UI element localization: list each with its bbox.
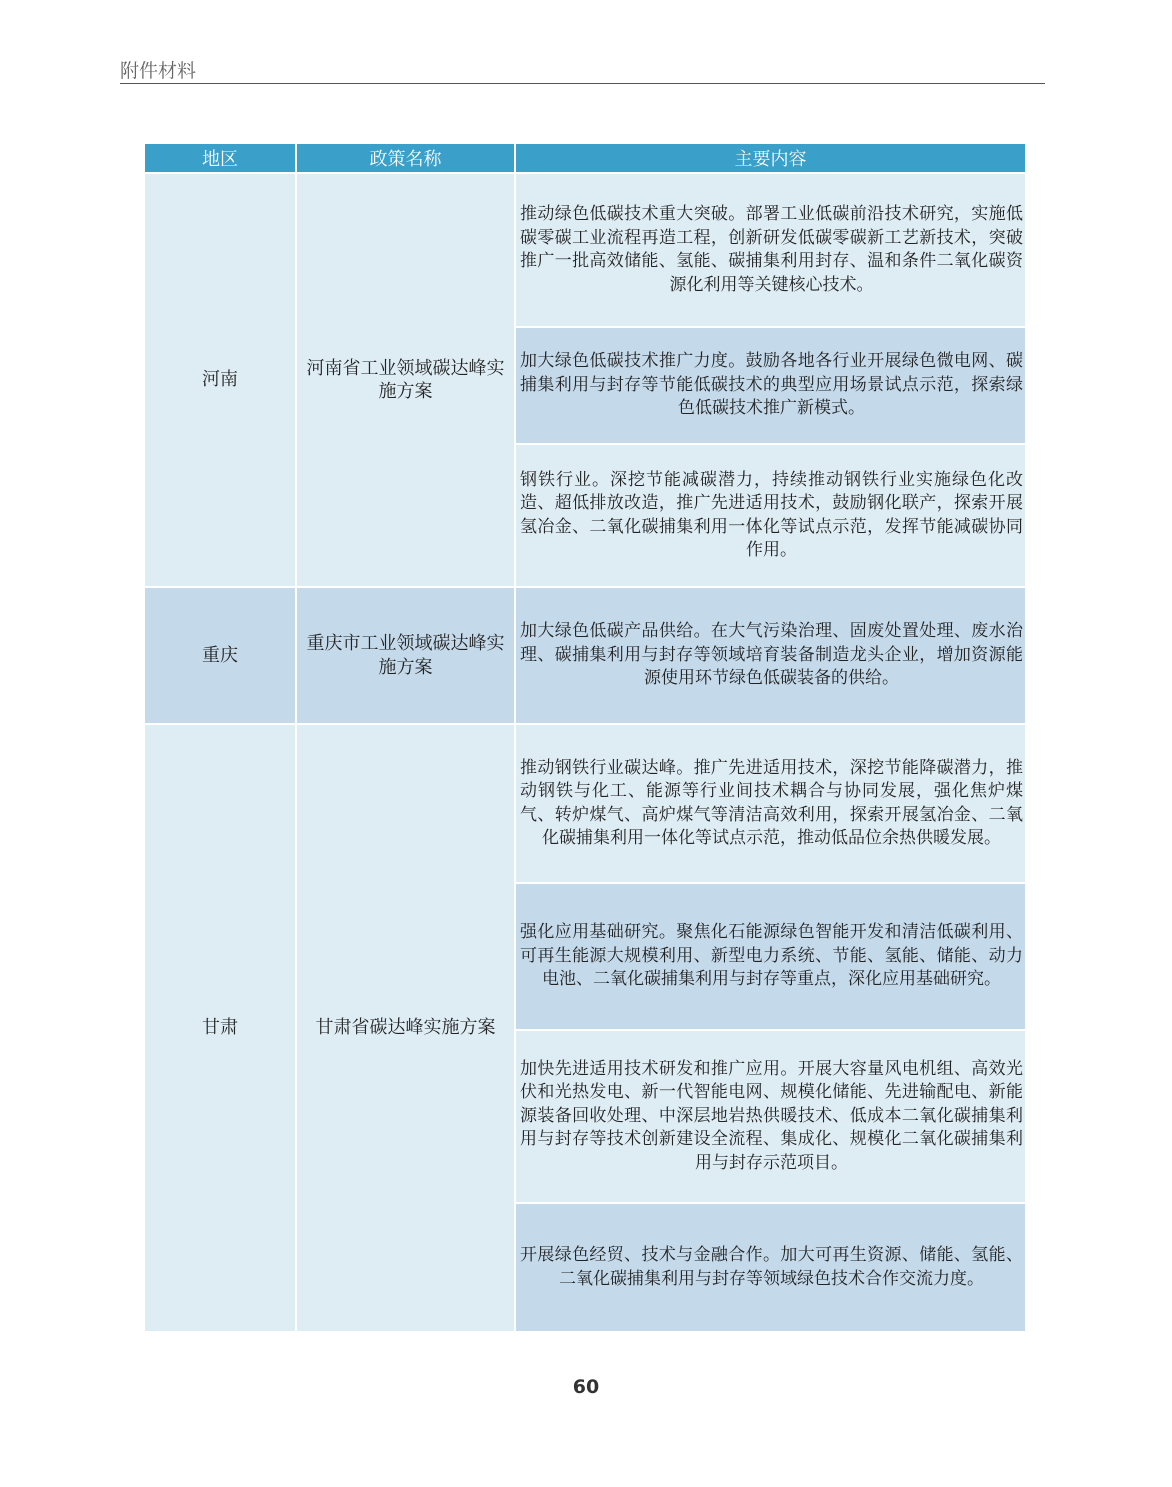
- content-cell: 推动钢铁行业碳达峰。推广先进适用技术，深挖节能降碳潜力，推动钢铁与化工、能源等行业间技术耦合与协同发展，强化焦炉煤气、转炉煤气、高炉煤气等清洁高效利用，探索开展氢冶金、二氧化碳捕集利用一体化等试点示范，推动低品位余热供暖发展。: [516, 723, 1025, 882]
- table-row: [145, 723, 1025, 882]
- content-cell: 强化应用基础研究。聚焦化石能源绿色智能开发和清洁低碳利用、可再生能源大规模利用、新型电力系统、节能、氢能、储能、动力电池、二氧化碳捕集利用与封存等重点，深化应用基础研究。: [516, 882, 1025, 1029]
- content-cell: 开展绿色经贸、技术与金融合作。加大可再生资源、储能、氢能、二氧化碳捕集利用与封存等领域绿色技术合作交流力度。: [516, 1202, 1025, 1331]
- header-label: 附件材料: [120, 60, 197, 82]
- policy-table: [145, 144, 1025, 1331]
- column-header-region: 地区: [145, 144, 297, 172]
- region-cell: 河南: [145, 172, 297, 586]
- policy-cell: 重庆市工业领域碳达峰实施方案: [297, 586, 516, 723]
- region-cell: 重庆: [145, 586, 297, 723]
- content-cell: 钢铁行业。深挖节能减碳潜力，持续推动钢铁行业实施绿色化改造、超低排放改造，推广先进适用技术，鼓励钢化联产，探索开展氢冶金、二氧化碳捕集利用一体化等试点示范，发挥节能减碳协同作用。: [516, 443, 1025, 586]
- column-header-content: 主要内容: [516, 144, 1025, 172]
- policy-cell: 甘肃省碳达峰实施方案: [297, 723, 516, 1331]
- policy-cell: 河南省工业领域碳达峰实施方案: [297, 172, 516, 586]
- table-row: [145, 586, 1025, 723]
- region-cell: 甘肃: [145, 723, 297, 1331]
- column-header-policy: 政策名称: [297, 144, 516, 172]
- content-cell: 加大绿色低碳产品供给。在大气污染治理、固废处置处理、废水治理、碳捕集利用与封存等领域培育装备制造龙头企业，增加资源能源使用环节绿色低碳装备的供给。: [516, 586, 1025, 723]
- content-cell: 推动绿色低碳技术重大突破。部署工业低碳前沿技术研究，实施低碳零碳工业流程再造工程，创新研发低碳零碳新工艺新技术，突破推广一批高效储能、氢能、碳捕集利用封存、温和条件二氧化碳资源化利用等关键核心技术。: [516, 172, 1025, 326]
- table-row: [145, 172, 1025, 326]
- content-cell: 加快先进适用技术研发和推广应用。开展大容量风电机组、高效光伏和光热发电、新一代智能电网、规模化储能、先进输配电、新能源装备回收处理、中深层地岩热供暖技术、低成本二氧化碳捕集利用与封存等技术创新建设全流程、集成化、规模化二氧化碳捕集利用与封存示范项目。: [516, 1029, 1025, 1202]
- content-cell: 加大绿色低碳技术推广力度。鼓励各地各行业开展绿色微电网、碳捕集利用与封存等节能低碳技术的典型应用场景试点示范，探索绿色低碳技术推广新模式。: [516, 326, 1025, 443]
- header-divider: [120, 83, 1045, 84]
- page-number: 60: [572, 1376, 600, 1398]
- table-header-row: [145, 144, 1025, 172]
